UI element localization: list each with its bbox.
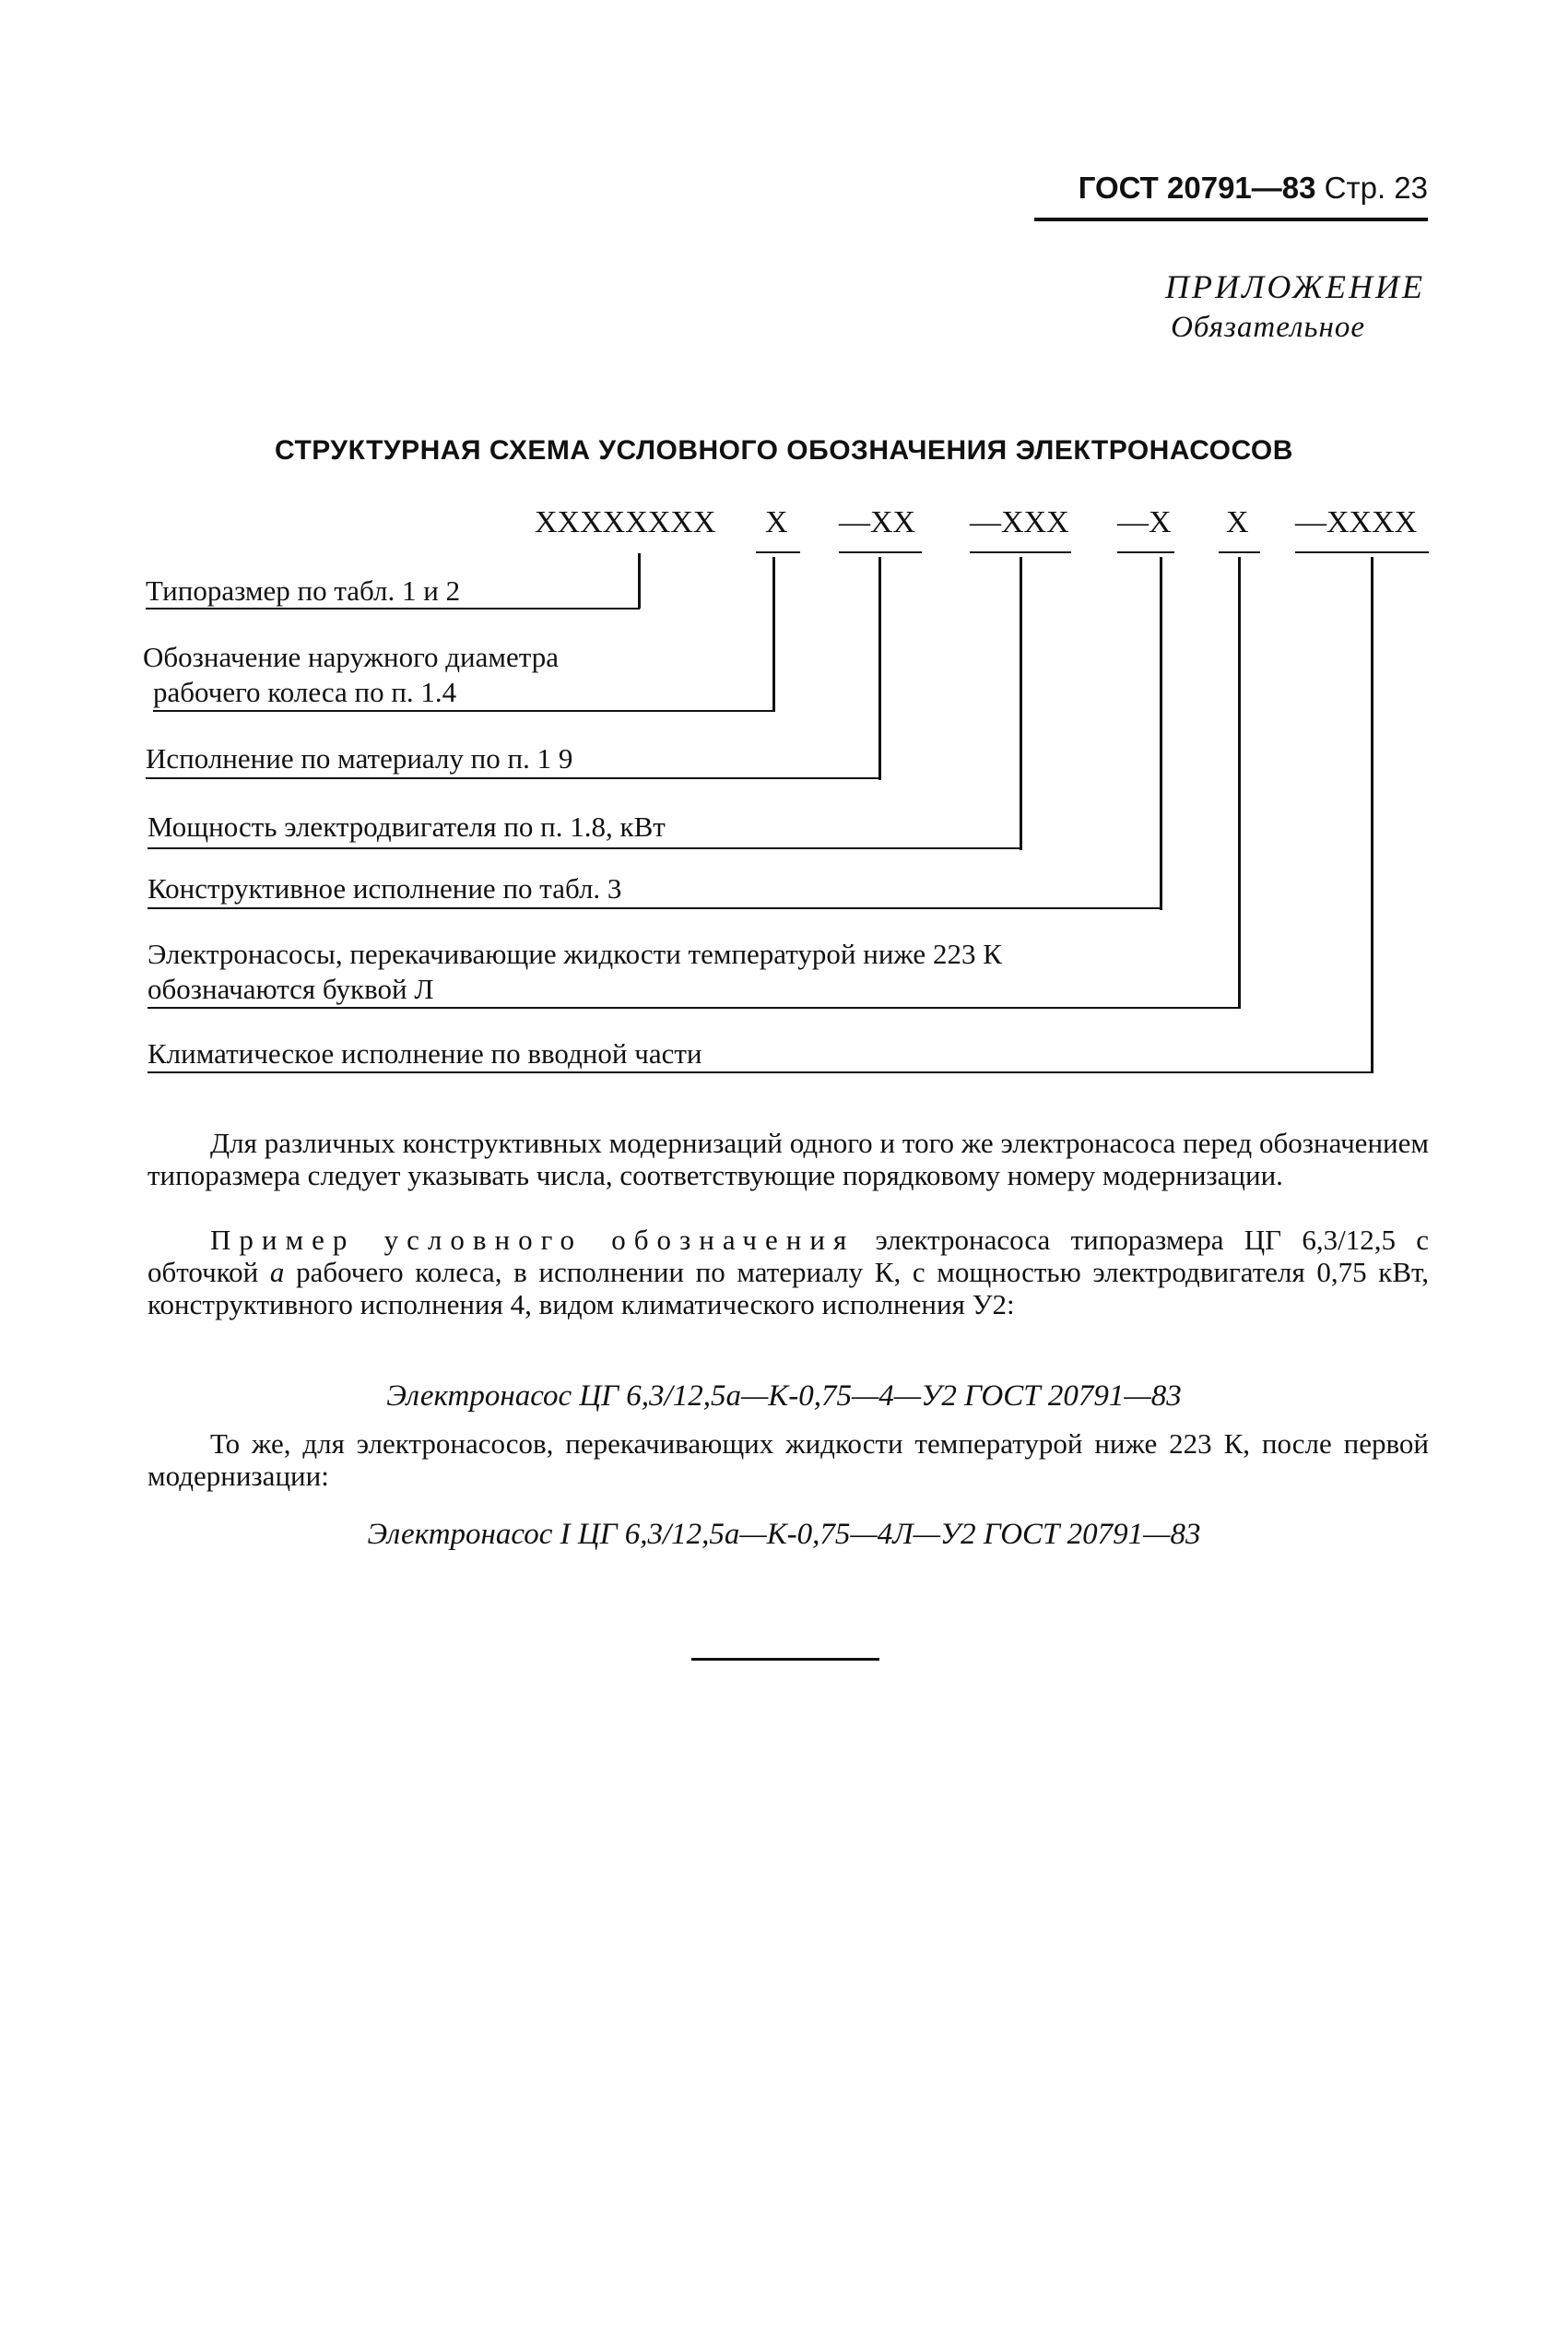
connector-line <box>1371 557 1373 1073</box>
label-diameter-cont: рабочего колеса по п. 1.4 <box>153 676 457 708</box>
label-material: Исполнение по материалу по п. 1 9 <box>146 742 573 775</box>
spaced-lead: Пример условного обозначения <box>210 1224 855 1256</box>
appendix-status: Обязательное <box>1171 311 1365 344</box>
connector-line <box>1020 557 1022 850</box>
code-underline <box>839 551 922 553</box>
label-diameter: Обозначение наружного диаметра <box>143 641 559 673</box>
connector-line <box>638 553 641 609</box>
page-number: Стр. 23 <box>1324 171 1428 205</box>
page-header <box>1079 171 1428 206</box>
label-low-temp: Электронасосы, перекачивающие жидкости температурой ниже 223 К <box>147 938 1002 970</box>
label-underline <box>153 710 774 712</box>
paragraph-low-temp <box>147 1427 1429 1492</box>
italic-letter: а <box>269 1256 285 1288</box>
code-part-design: —X <box>1117 505 1172 539</box>
scheme-title: СТРУКТУРНАЯ СХЕМА УСЛОВНОГО ОБОЗНАЧЕНИЯ ЭЛЕКТРОНАСОСОВ <box>275 435 1293 466</box>
label-underline <box>147 1071 1373 1073</box>
label-power: Мощность электродвигателя по п. 1.8, кВт <box>147 811 666 843</box>
paragraph-example-intro: Пример условного обозначения электронасоса типоразмера ЦГ 6,3/12,5 с обточкой а рабочего колеса, в исполнении по материалу К, с мощностью электродвигателя 0,75 кВт, конструктивного исполнения 4, видом климатического исполнения У2: <box>147 1224 1429 1320</box>
appendix-title: ПРИЛОЖЕНИЕ <box>1165 268 1425 305</box>
code-underline <box>970 551 1071 553</box>
label-underline <box>147 1007 1240 1009</box>
standard-number: ГОСТ 20791—83 <box>1078 171 1316 205</box>
label-underline <box>147 847 1021 849</box>
connector-line <box>1238 557 1241 1009</box>
header-rule <box>1034 218 1428 221</box>
label-size: Типоразмер по табл. 1 и 2 <box>146 574 461 607</box>
end-rule <box>691 1658 879 1661</box>
connector-line <box>878 557 881 780</box>
label-climate: Климатическое исполнение по вводной части <box>147 1037 702 1070</box>
example-designation-1: Электронасос ЦГ 6,3/12,5а—К-0,75—4—У2 ГОСТ 20791—83 <box>386 1379 1182 1413</box>
paragraph-text: То же, для электронасосов, перекачивающих жидкости температурой ниже 223 К, после первой модернизации: <box>147 1427 1429 1492</box>
label-underline <box>146 608 640 609</box>
code-part-power: —XXX <box>970 505 1069 539</box>
connector-line <box>1160 557 1162 910</box>
code-part-size: XXXXXXXX <box>535 505 716 539</box>
label-low-temp-cont: обозначаются буквой Л <box>147 973 434 1005</box>
label-underline <box>147 907 1161 909</box>
code-part-climate: —XXXX <box>1295 505 1418 539</box>
code-underline <box>756 551 800 553</box>
code-part-diameter: X <box>765 505 788 539</box>
paragraph-modernization <box>147 1127 1429 1191</box>
code-part-material: —XX <box>839 505 916 539</box>
paragraph-text: Для различных конструктивных модернизаций одного и того же электронасоса перед обозначением типоразмера следует указывать числа, соответствующие порядковому номеру модернизации. <box>147 1127 1429 1191</box>
code-underline <box>1117 551 1174 553</box>
label-design: Конструктивное исполнение по табл. 3 <box>147 872 622 905</box>
code-underline <box>1295 551 1429 553</box>
code-underline <box>1219 551 1260 553</box>
code-part-low-temp: X <box>1226 505 1249 539</box>
label-underline <box>146 777 880 779</box>
connector-line <box>772 557 775 712</box>
example-designation-2: Электронасос I ЦГ 6,3/12,5а—К-0,75—4Л—У2 ГОСТ 20791—83 <box>367 1518 1201 1551</box>
